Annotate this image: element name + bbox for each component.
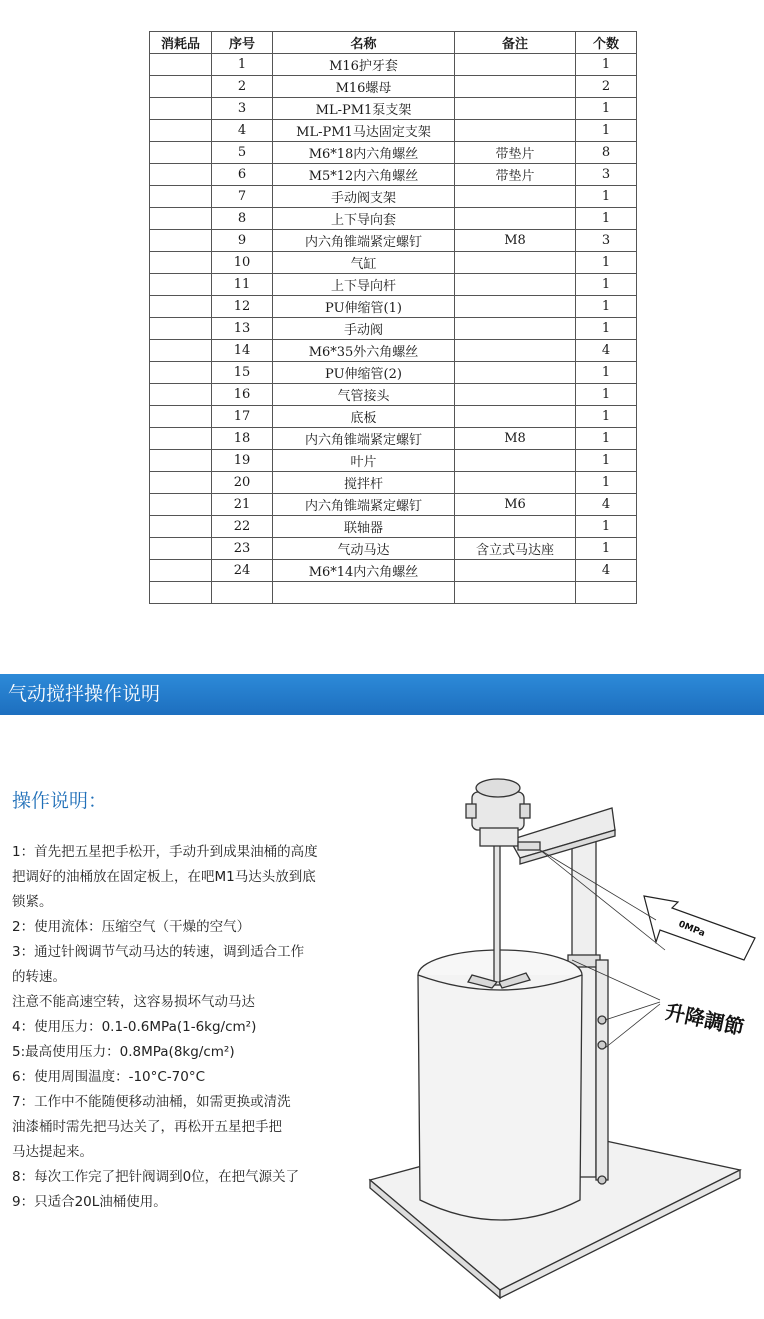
cell-remark (455, 406, 576, 428)
cell-quantity: 1 (576, 450, 637, 472)
table-row (150, 252, 637, 274)
cell-name: 手动阀 (273, 318, 455, 340)
cell-name (273, 582, 455, 604)
table-row (150, 384, 637, 406)
cell-consumable (150, 538, 212, 560)
cell-name: 气动马达 (273, 538, 455, 560)
instruction-line: 把调好的油桶放在固定板上，在吧M1马达头放到底 (12, 869, 316, 885)
cell-quantity: 1 (576, 472, 637, 494)
cell-remark: M6 (455, 494, 576, 516)
cell-consumable (150, 274, 212, 296)
table-row (150, 120, 637, 142)
instruction-line: 2：使用流体：压缩空气（干燥的空气） (12, 919, 251, 935)
table-row (150, 296, 637, 318)
cell-number: 5 (212, 142, 273, 164)
cell-remark (455, 362, 576, 384)
table-body (150, 54, 637, 604)
cell-quantity (576, 582, 637, 604)
cell-number: 2 (212, 76, 273, 98)
cell-consumable (150, 560, 212, 582)
table-row (150, 406, 637, 428)
cell-number: 13 (212, 318, 273, 340)
cell-remark (455, 208, 576, 230)
table-row (150, 208, 637, 230)
cell-consumable (150, 164, 212, 186)
cell-quantity: 1 (576, 54, 637, 76)
cell-name: M16螺母 (273, 76, 455, 98)
cell-number: 10 (212, 252, 273, 274)
cell-remark (455, 516, 576, 538)
instruction-line: 马达提起来。 (12, 1144, 93, 1160)
cell-name: M6*14内六角螺丝 (273, 560, 455, 582)
cell-number: 8 (212, 208, 273, 230)
instruction-line: 7：工作中不能随便移动油桶，如需更换或清洗 (12, 1094, 291, 1110)
table-row (150, 186, 637, 208)
cell-consumable (150, 296, 212, 318)
cell-name: 搅拌杆 (273, 472, 455, 494)
table-row (150, 340, 637, 362)
cell-remark: 带垫片 (455, 164, 576, 186)
cell-quantity: 4 (576, 494, 637, 516)
cell-number: 9 (212, 230, 273, 252)
cell-remark: 带垫片 (455, 142, 576, 164)
instruction-line: 锁紧。 (12, 894, 53, 910)
cell-remark (455, 472, 576, 494)
cell-number: 6 (212, 164, 273, 186)
cell-consumable (150, 142, 212, 164)
header-name: 名称 (273, 32, 455, 54)
cell-quantity: 1 (576, 252, 637, 274)
table-row (150, 560, 637, 582)
cell-number: 3 (212, 98, 273, 120)
cell-name: M16护牙套 (273, 54, 455, 76)
table-row (150, 230, 637, 252)
instruction-line: 4：使用压力：0.1-0.6MPa(1-6kg/cm²) (12, 1019, 257, 1035)
cell-remark (455, 318, 576, 340)
instruction-line: 的转速。 (12, 969, 66, 985)
cell-consumable (150, 208, 212, 230)
table-header-row (150, 32, 637, 54)
cell-remark (455, 384, 576, 406)
cell-remark (455, 582, 576, 604)
table-row (150, 428, 637, 450)
table-row (150, 582, 637, 604)
cell-name: M6*35外六角螺丝 (273, 340, 455, 362)
cell-quantity: 1 (576, 318, 637, 340)
bucket-body (418, 975, 582, 1220)
cell-quantity: 3 (576, 230, 637, 252)
cell-consumable (150, 252, 212, 274)
table-row (150, 494, 637, 516)
cell-name: 联轴器 (273, 516, 455, 538)
cell-consumable (150, 494, 212, 516)
section-header: 气动搅拌操作说明 (0, 674, 764, 715)
gauge-label: 0MPa (676, 919, 707, 940)
cell-quantity: 1 (576, 296, 637, 318)
cell-consumable (150, 120, 212, 142)
cell-number: 20 (212, 472, 273, 494)
table-row (150, 362, 637, 384)
cell-quantity: 4 (576, 340, 637, 362)
cell-quantity: 1 (576, 406, 637, 428)
cell-remark (455, 252, 576, 274)
cell-number: 18 (212, 428, 273, 450)
parts-table (149, 31, 637, 604)
cell-name: 气管接头 (273, 384, 455, 406)
cell-quantity: 1 (576, 98, 637, 120)
cell-name: 气缸 (273, 252, 455, 274)
cell-name: PU伸缩管(2) (273, 362, 455, 384)
table-row (150, 142, 637, 164)
table-row (150, 516, 637, 538)
table-row (150, 450, 637, 472)
mixer-diagram (360, 770, 764, 1310)
cell-number: 23 (212, 538, 273, 560)
table-row (150, 98, 637, 120)
cell-number: 11 (212, 274, 273, 296)
lift-adjust-label: 升降調節 (662, 999, 747, 1040)
cell-name: 叶片 (273, 450, 455, 472)
header-consumable: 消耗品 (150, 32, 212, 54)
instruction-line: 油漆桶时需先把马达关了，再松开五星把手把 (12, 1119, 282, 1135)
instruction-line: 9：只适合20L油桶使用。 (12, 1194, 167, 1210)
cell-name: 内六角锥端紧定螺钉 (273, 494, 455, 516)
cell-consumable (150, 450, 212, 472)
cell-name: ML-PM1马达固定支架 (273, 120, 455, 142)
cell-remark (455, 340, 576, 362)
cell-consumable (150, 318, 212, 340)
cell-consumable (150, 472, 212, 494)
cell-number: 22 (212, 516, 273, 538)
instruction-line: 1：首先把五星把手松开，手动升到成果油桶的高度 (12, 844, 318, 860)
cell-number: 24 (212, 560, 273, 582)
header-remark: 备注 (455, 32, 576, 54)
cell-number: 4 (212, 120, 273, 142)
cell-remark (455, 186, 576, 208)
cell-quantity: 1 (576, 186, 637, 208)
cell-number (212, 582, 273, 604)
table-row (150, 472, 637, 494)
instruction-line: 6：使用周围温度：-10°C-70°C (12, 1069, 206, 1085)
cell-quantity: 4 (576, 560, 637, 582)
cell-quantity: 1 (576, 120, 637, 142)
instructions-list (12, 840, 412, 1215)
cell-name: 底板 (273, 406, 455, 428)
header-number: 序号 (212, 32, 273, 54)
cell-name: ML-PM1泵支架 (273, 98, 455, 120)
cell-quantity: 1 (576, 538, 637, 560)
cell-number: 15 (212, 362, 273, 384)
table-row (150, 318, 637, 340)
cell-number: 19 (212, 450, 273, 472)
cell-quantity: 1 (576, 362, 637, 384)
cell-consumable (150, 54, 212, 76)
cell-number: 14 (212, 340, 273, 362)
cell-number: 21 (212, 494, 273, 516)
cell-consumable (150, 428, 212, 450)
instruction-line: 3：通过针阀调节气动马达的转速，调到适合工作 (12, 944, 305, 960)
instructions-title: 操作说明： (12, 790, 108, 812)
cell-consumable (150, 230, 212, 252)
cell-consumable (150, 406, 212, 428)
table-row (150, 76, 637, 98)
cell-consumable (150, 186, 212, 208)
table-row (150, 54, 637, 76)
cell-quantity: 1 (576, 428, 637, 450)
cell-quantity: 1 (576, 384, 637, 406)
cell-name: 手动阀支架 (273, 186, 455, 208)
instruction-line: 5:最高使用压力：0.8MPa(8kg/cm²) (12, 1044, 235, 1060)
cell-remark: M8 (455, 230, 576, 252)
cell-consumable (150, 582, 212, 604)
table-row (150, 538, 637, 560)
cell-name: PU伸缩管(1) (273, 296, 455, 318)
mixer-shaft (494, 845, 500, 985)
cell-consumable (150, 76, 212, 98)
cell-consumable (150, 516, 212, 538)
cell-name: 内六角锥端紧定螺钉 (273, 230, 455, 252)
table-row (150, 164, 637, 186)
cell-remark: M8 (455, 428, 576, 450)
cell-remark (455, 560, 576, 582)
cell-name: 上下导向杆 (273, 274, 455, 296)
cell-remark (455, 274, 576, 296)
cell-quantity: 1 (576, 208, 637, 230)
cell-name: 上下导向套 (273, 208, 455, 230)
cell-remark (455, 296, 576, 318)
cell-remark: 含立式马达座 (455, 538, 576, 560)
cell-quantity: 1 (576, 516, 637, 538)
cell-consumable (150, 98, 212, 120)
cell-remark (455, 98, 576, 120)
cell-number: 7 (212, 186, 273, 208)
cell-number: 1 (212, 54, 273, 76)
cell-consumable (150, 384, 212, 406)
table-row (150, 274, 637, 296)
cell-remark (455, 76, 576, 98)
cell-consumable (150, 362, 212, 384)
cell-quantity: 8 (576, 142, 637, 164)
cell-remark (455, 450, 576, 472)
cell-name: M6*18内六角螺丝 (273, 142, 455, 164)
cell-remark (455, 120, 576, 142)
air-motor (472, 792, 524, 830)
header-quantity: 个数 (576, 32, 637, 54)
cell-remark (455, 54, 576, 76)
cell-quantity: 3 (576, 164, 637, 186)
instruction-line: 注意不能高速空转，这容易损坏气动马达 (12, 994, 255, 1010)
cell-name: 内六角锥端紧定螺钉 (273, 428, 455, 450)
cell-consumable (150, 340, 212, 362)
cell-number: 12 (212, 296, 273, 318)
instruction-line: 8：每次工作完了把针阀调到0位，在把气源关了 (12, 1169, 300, 1185)
cell-quantity: 2 (576, 76, 637, 98)
cell-number: 16 (212, 384, 273, 406)
cell-number: 17 (212, 406, 273, 428)
cell-name: M5*12内六角螺丝 (273, 164, 455, 186)
cell-quantity: 1 (576, 274, 637, 296)
